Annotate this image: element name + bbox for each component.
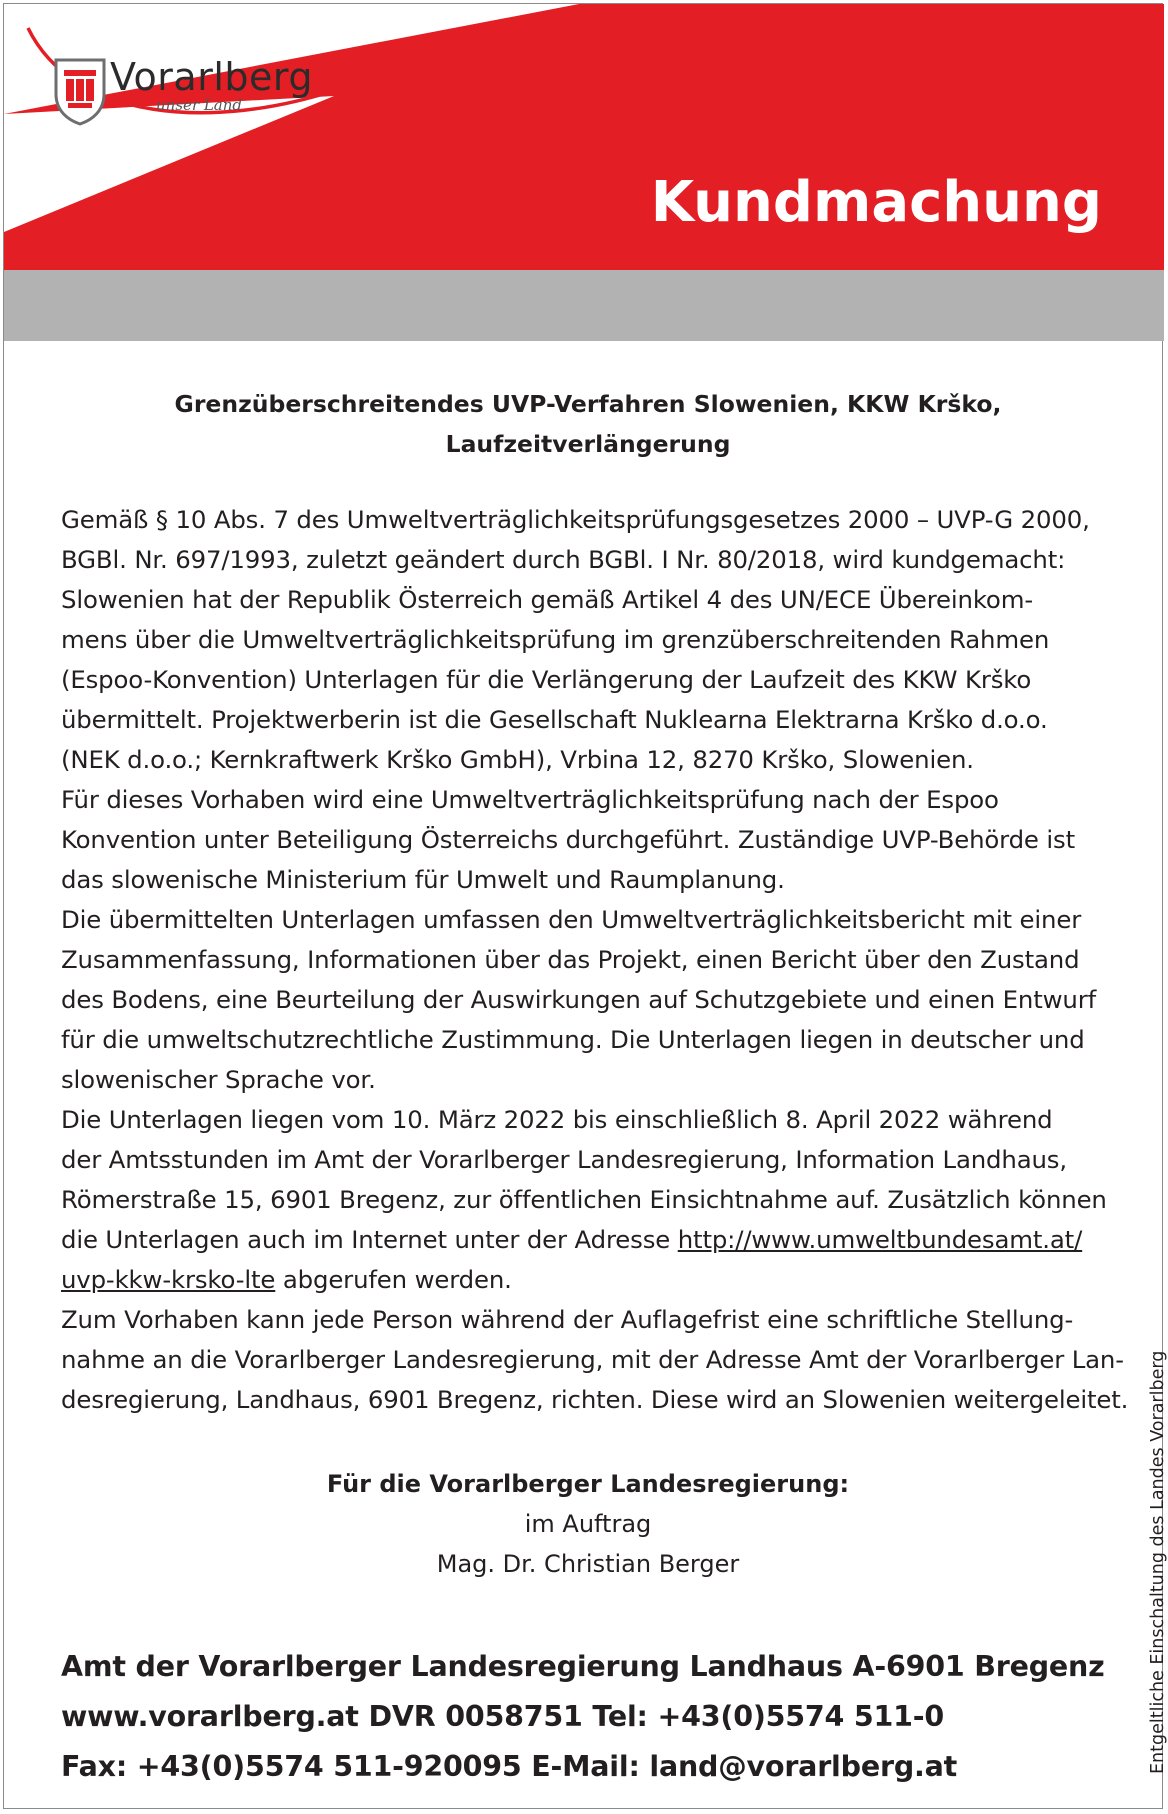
body-line: (Espoo-Konvention) Unterlagen für die Verlängerung der Laufzeit des KKW Krško: [61, 665, 1032, 694]
brand-name: Vorarlberg: [110, 55, 313, 99]
body-line: Slowenien hat der Republik Österreich gemäß Artikel 4 des UN/ECE Übereinkom-: [61, 585, 1033, 614]
body-line: BGBl. Nr. 697/1993, zuletzt geändert durch BGBl. I Nr. 80/2018, wird kundgemacht:: [61, 545, 1066, 574]
body-line: Die Unterlagen liegen vom 10. März 2022 bis einschließlich 8. April 2022 während: [61, 1105, 1053, 1134]
body-line: nahme an die Vorarlberger Landesregierung, mit der Adresse Amt der Vorarlberger Lan-: [61, 1345, 1124, 1374]
body-line: Zum Vorhaben kann jede Person während der Auflagefrist eine schriftliche Stellung-: [61, 1305, 1074, 1334]
document-link[interactable]: http://www.umweltbundesamt.at/: [677, 1225, 1083, 1254]
body-line-with-link: [61, 1260, 1129, 1300]
notice-body: [61, 500, 1129, 1420]
signature-authority: Für die Vorarlberger Landesregierung:: [326, 1470, 850, 1498]
body-line: für die umweltschutzrechtliche Zustimmung. Die Unterlagen liegen in deutscher und: [61, 1025, 1085, 1054]
body-line: Die übermittelten Unterlagen umfassen den Umweltverträglichkeitsbericht mit einer: [61, 905, 1082, 934]
link-prefix-text: die Unterlagen auch im Internet unter der Adresse: [61, 1225, 678, 1254]
body-line: Für dieses Vorhaben wird eine Umweltverträglichkeitsprüfung nach der Espoo: [61, 785, 999, 814]
body-line: Zusammenfassung, Informationen über das Projekt, einen Bericht über den Zustand: [61, 945, 1080, 974]
body-line: mens über die Umweltverträglichkeitsprüfung im grenzüberschreitenden Rahmen: [61, 625, 1050, 654]
body-line: Konvention unter Beteiligung Österreichs durchgeführt. Zuständige UVP-Behörde ist: [61, 825, 1075, 854]
header-banner: [4, 4, 1164, 344]
body-line: der Amtsstunden im Amt der Vorarlberger Landesregierung, Information Landhaus,: [61, 1145, 1067, 1174]
signatory-name: Mag. Dr. Christian Berger: [436, 1550, 740, 1578]
footer-contact: [61, 1642, 1105, 1792]
coat-of-arms-icon: [52, 56, 108, 126]
footer-address: Amt der Vorarlberger Landesregierung Landhaus A-6901 Bregenz: [61, 1650, 1105, 1683]
body-line: übermittelt. Projektwerberin ist die Gesellschaft Nuklearna Elektrarna Krško d.o.o.: [61, 705, 1048, 734]
signature-block: [62, 1464, 1114, 1584]
body-line-with-link: [61, 1220, 1129, 1260]
body-line: Römerstraße 15, 6901 Bregenz, zur öffentlichen Einsichtnahme auf. Zusätzlich können: [61, 1185, 1107, 1214]
signature-capacity: im Auftrag: [524, 1510, 652, 1538]
brand-tagline: unser Land: [156, 96, 243, 114]
document-link-continued[interactable]: uvp-kkw-krsko-lte: [61, 1265, 276, 1294]
notice-title-line: Grenzüberschreitendes UVP-Verfahren Slowenien, KKW Krško,: [174, 390, 1002, 418]
notice-title: [62, 384, 1114, 464]
footer-fax-email: Fax: +43(0)5574 511-920095 E-Mail: land@vorarlberg.at: [61, 1750, 958, 1783]
paid-insertion-note: Entgeltliche Einschaltung des Landes Vorarlberg: [1148, 1350, 1168, 1774]
body-line: slowenischer Sprache vor.: [61, 1065, 376, 1094]
body-line: (NEK d.o.o.; Kernkraftwerk Krško GmbH), Vrbina 12, 8270 Krško, Slowenien.: [61, 745, 974, 774]
page-headline: Kundmachung: [650, 170, 1102, 235]
body-line: desregierung, Landhaus, 6901 Bregenz, richten. Diese wird an Slowenien weitergeleitet.: [61, 1385, 1129, 1414]
notice-title-line: Laufzeitverlängerung: [445, 430, 731, 458]
body-line: des Bodens, eine Beurteilung der Auswirkungen auf Schutzgebiete und einen Entwurf: [61, 985, 1097, 1014]
link-suffix-text: abgerufen werden.: [275, 1265, 512, 1294]
notice-page: [3, 3, 1168, 1809]
footer-web-phone: www.vorarlberg.at DVR 0058751 Tel: +43(0)5574 511-0: [61, 1700, 945, 1733]
body-line: das slowenische Ministerium für Umwelt und Raumplanung.: [61, 865, 785, 894]
body-line: Gemäß § 10 Abs. 7 des Umweltverträglichkeitsprüfungsgesetzes 2000 – UVP-G 2000,: [61, 505, 1090, 534]
